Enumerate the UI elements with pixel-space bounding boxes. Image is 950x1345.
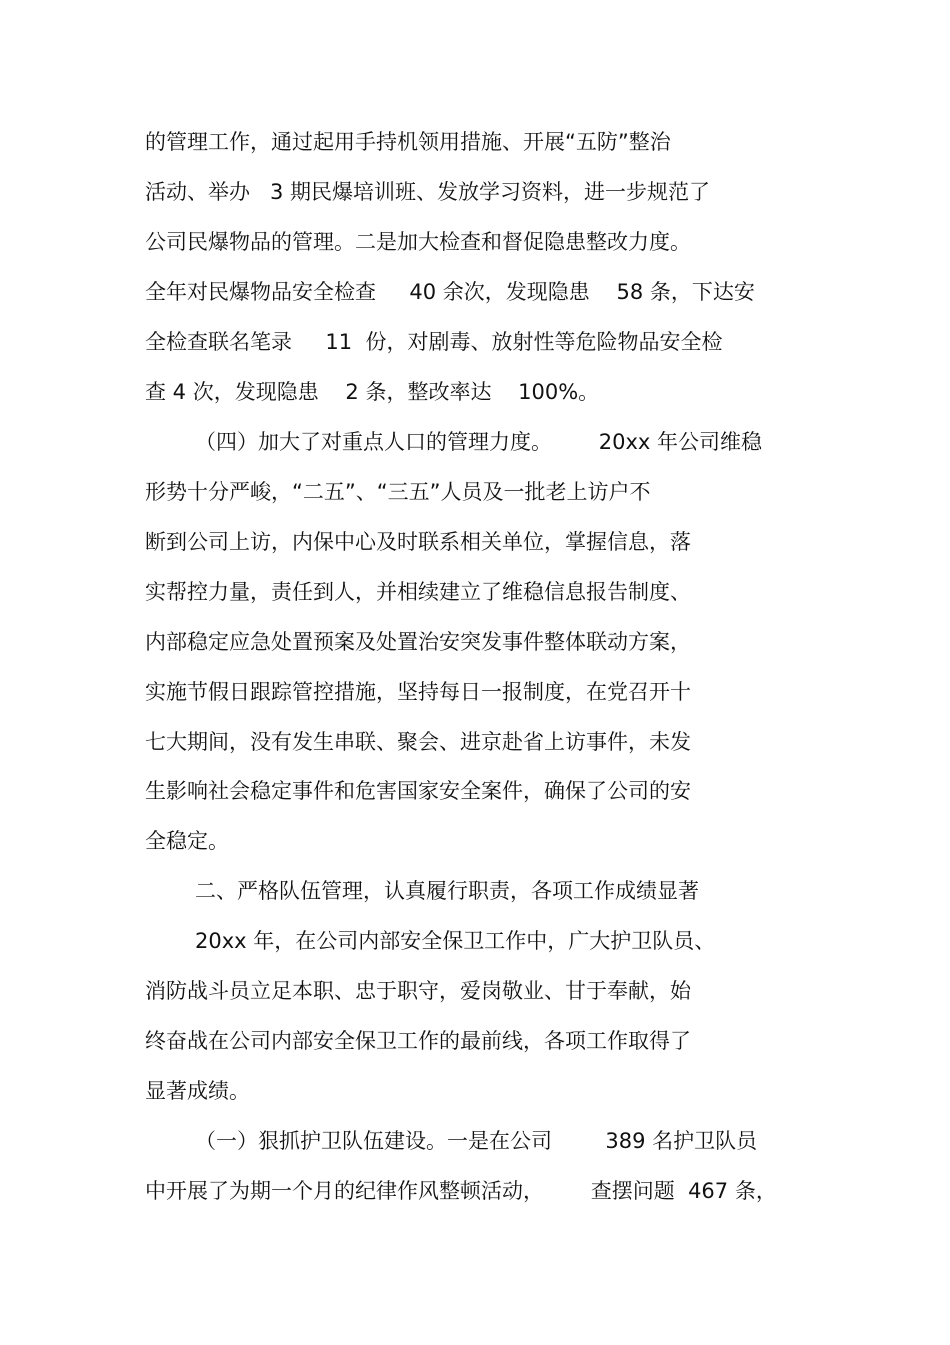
text-line-20: 显著成绩。 xyxy=(145,1079,250,1103)
text-line-21: （一）狠抓护卫队伍建设。一是在公司 389 名护卫队员 xyxy=(195,1129,758,1153)
text-line-11: 内部稳定应急处置预案及处置治安突发事件整体联动方案， xyxy=(145,630,691,654)
text-line-8: 形势十分严峻，“二五”、“三五”人员及一批老上访户不 xyxy=(145,480,651,504)
text-line-14: 生影响社会稳定事件和危害国家安全案件，确保了公司的安 xyxy=(145,779,691,803)
text-line-15: 全稳定。 xyxy=(145,829,229,853)
text-line-2: 活动、举办 3 期民爆培训班、发放学习资料，进一步规范了 xyxy=(145,180,711,204)
section-heading: 二、严格队伍管理，认真履行职责，各项工作成绩显著 xyxy=(195,879,699,903)
text-line-9: 断到公司上访，内保中心及时联系相关单位，掌握信息，落 xyxy=(145,530,691,554)
text-line-17: 20xx 年，在公司内部安全保卫工作中，广大护卫队员、 xyxy=(195,929,716,953)
text-line-3: 公司民爆物品的管理。二是加大检查和督促隐患整改力度。 xyxy=(145,230,691,254)
text-line-10: 实帮控力量，责任到人，并相续建立了维稳信息报告制度、 xyxy=(145,580,691,604)
text-line-7: （四）加大了对重点人口的管理力度。 20xx 年公司维稳 xyxy=(195,430,762,454)
text-line-4: 全年对民爆物品安全检查 40 余次，发现隐患 58 条，下达安 xyxy=(145,280,755,304)
text-line-5: 全检查联名笔录 11 份，对剧毒、放射性等危险物品安全检 xyxy=(145,330,723,354)
text-line-19: 终奋战在公司内部安全保卫工作的最前线，各项工作取得了 xyxy=(145,1029,691,1053)
text-line-13: 七大期间，没有发生串联、聚会、进京赴省上访事件，未发 xyxy=(145,730,691,754)
text-line-6: 查 4 次，发现隐患 2 条，整改率达 100%。 xyxy=(145,380,600,404)
text-line-1: 的管理工作，通过起用手持机领用措施、开展“五防”整治 xyxy=(145,130,671,154)
text-line-18: 消防战斗员立足本职、忠于职守，爱岗敬业、甘于奉献，始 xyxy=(145,979,691,1003)
text-line-22: 中开展了为期一个月的纪律作风整顿活动， 查摆问题 467 条， xyxy=(145,1179,777,1203)
text-line-12: 实施节假日跟踪管控措施，坚持每日一报制度，在党召开十 xyxy=(145,680,691,704)
